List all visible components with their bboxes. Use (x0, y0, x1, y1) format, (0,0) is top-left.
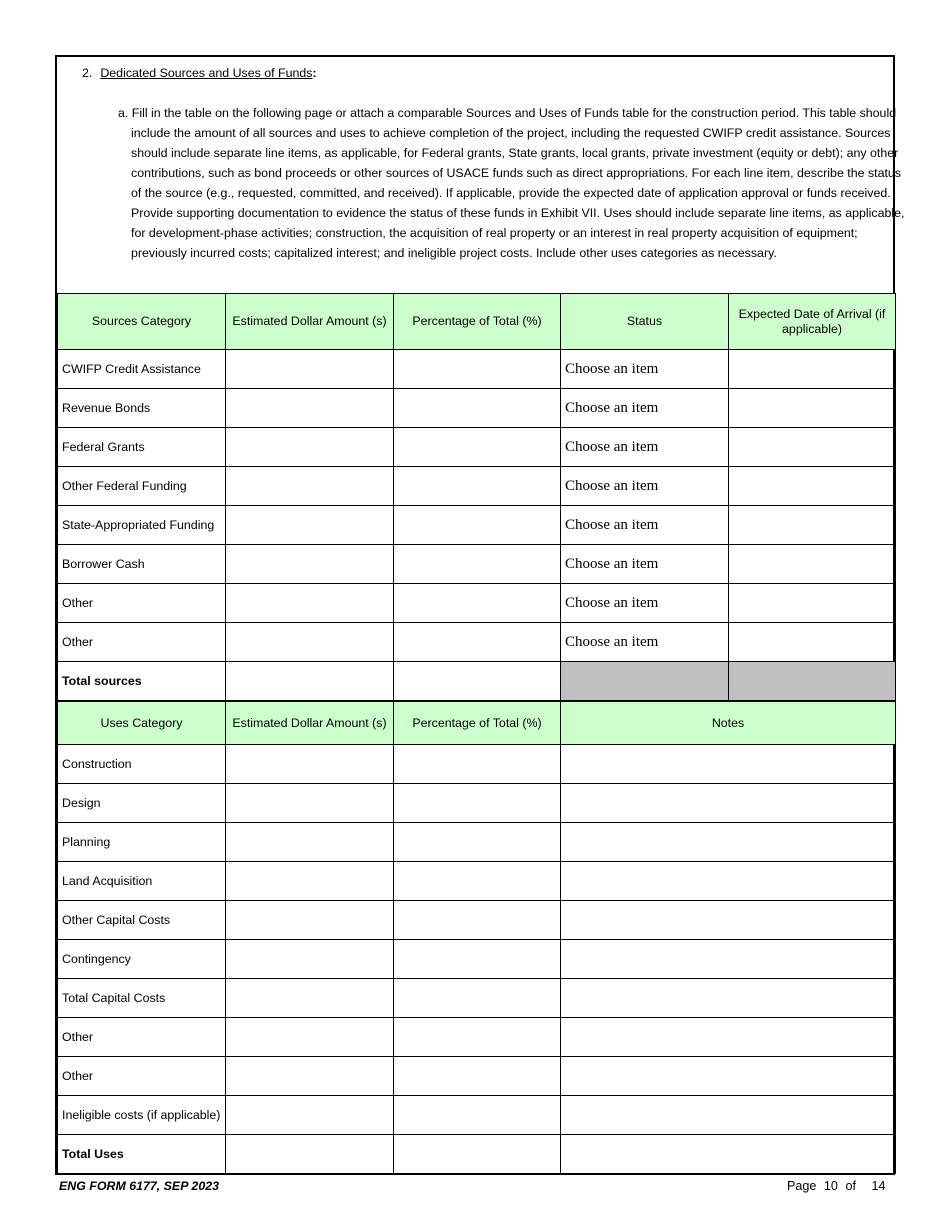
uses-category-cell: Construction (58, 745, 226, 784)
uses-category-cell[interactable]: Other (58, 1057, 226, 1096)
uses-row (58, 823, 896, 862)
amount-input[interactable] (226, 784, 394, 823)
sources-row (58, 389, 896, 428)
notes-input[interactable] (561, 979, 896, 1018)
notes-input[interactable] (561, 1135, 896, 1174)
section-heading: Dedicated Sources and Uses of Funds (100, 66, 313, 80)
page-number: 10 (823, 1179, 838, 1193)
total-percentage-input[interactable] (394, 1135, 561, 1174)
amount-input[interactable] (226, 584, 394, 623)
percentage-input[interactable] (394, 823, 561, 862)
header-estimated-dollar-amount: Estimated Dollar Amount (s) (226, 294, 394, 350)
status-dropdown[interactable]: Choose an item (561, 467, 729, 506)
header-status: Status (561, 294, 729, 350)
status-dropdown[interactable]: Choose an item (561, 389, 729, 428)
form-frame (55, 55, 905, 1175)
percentage-input[interactable] (394, 428, 561, 467)
sources-category-cell: State-Appropriated Funding (58, 506, 226, 545)
sources-row (58, 506, 896, 545)
header-notes: Notes (561, 702, 896, 745)
uses-category-cell: Planning (58, 823, 226, 862)
sources-total-row (58, 662, 896, 701)
total-percentage-input[interactable] (394, 662, 561, 701)
sources-category-cell[interactable]: Other (58, 623, 226, 662)
sources-category-cell: Borrower Cash (58, 545, 226, 584)
notes-input[interactable] (561, 1018, 896, 1057)
uses-category-cell: Other Capital Costs (58, 901, 226, 940)
total-amount-input[interactable] (226, 662, 394, 701)
amount-input[interactable] (226, 623, 394, 662)
amount-input[interactable] (226, 745, 394, 784)
percentage-input[interactable] (394, 862, 561, 901)
header-percentage-of-total: Percentage of Total (%) (394, 702, 561, 745)
amount-input[interactable] (226, 979, 394, 1018)
amount-input[interactable] (226, 1096, 394, 1135)
section-number: 2. (82, 66, 93, 80)
of-label: of (845, 1179, 856, 1193)
amount-input[interactable] (226, 1018, 394, 1057)
amount-input[interactable] (226, 389, 394, 428)
header-percentage-of-total: Percentage of Total (%) (394, 294, 561, 350)
notes-input[interactable] (561, 745, 896, 784)
sources-row (58, 467, 896, 506)
uses-category-cell: Land Acquisition (58, 862, 226, 901)
sources-table (57, 293, 896, 701)
expected-date-input[interactable] (729, 584, 896, 623)
expected-date-input[interactable] (729, 389, 896, 428)
status-dropdown[interactable]: Choose an item (561, 623, 729, 662)
instructions-section (57, 57, 905, 293)
amount-input[interactable] (226, 545, 394, 584)
total-amount-input[interactable] (226, 1135, 394, 1174)
uses-row (58, 1057, 896, 1096)
uses-header-row (58, 702, 896, 745)
amount-input[interactable] (226, 506, 394, 545)
section-title (82, 63, 317, 83)
total-pages: 14 (871, 1179, 886, 1193)
uses-total-row (58, 1135, 896, 1174)
uses-row (58, 1018, 896, 1057)
header-uses-category: Uses Category (58, 702, 226, 745)
amount-input[interactable] (226, 1057, 394, 1096)
sources-category-cell: Other Federal Funding (58, 467, 226, 506)
amount-input[interactable] (226, 823, 394, 862)
uses-category-cell[interactable]: Other (58, 1018, 226, 1057)
sources-row (58, 584, 896, 623)
uses-table (57, 701, 896, 1174)
amount-input[interactable] (226, 862, 394, 901)
percentage-input[interactable] (394, 584, 561, 623)
sources-category-cell[interactable]: Other (58, 584, 226, 623)
section-colon: : (312, 66, 317, 80)
notes-input[interactable] (561, 1057, 896, 1096)
percentage-input[interactable] (394, 979, 561, 1018)
percentage-input[interactable] (394, 1096, 561, 1135)
status-dropdown[interactable]: Choose an item (561, 506, 729, 545)
expected-date-input[interactable] (729, 506, 896, 545)
header-expected-date: Expected Date of Arrival (if applicable) (729, 294, 896, 350)
sources-category-cell: Federal Grants (58, 428, 226, 467)
amount-input[interactable] (226, 467, 394, 506)
uses-category-cell: Total Capital Costs (58, 979, 226, 1018)
status-disabled-cell (561, 662, 729, 701)
date-disabled-cell (729, 662, 896, 701)
status-dropdown[interactable]: Choose an item (561, 545, 729, 584)
uses-row (58, 979, 896, 1018)
amount-input[interactable] (226, 428, 394, 467)
expected-date-input[interactable] (729, 467, 896, 506)
amount-input[interactable] (226, 901, 394, 940)
notes-input[interactable] (561, 784, 896, 823)
uses-row (58, 1096, 896, 1135)
page-indicator (787, 1179, 885, 1193)
status-dropdown[interactable]: Choose an item (561, 428, 729, 467)
status-dropdown[interactable]: Choose an item (561, 584, 729, 623)
notes-input[interactable] (561, 862, 896, 901)
percentage-input[interactable] (394, 350, 561, 389)
expected-date-input[interactable] (729, 350, 896, 389)
percentage-input[interactable] (394, 784, 561, 823)
percentage-input[interactable] (394, 901, 561, 940)
sources-header-row (58, 294, 896, 350)
percentage-input[interactable] (394, 545, 561, 584)
header-estimated-dollar-amount: Estimated Dollar Amount (s) (226, 702, 394, 745)
uses-category-cell: Design (58, 784, 226, 823)
uses-row (58, 862, 896, 901)
amount-input[interactable] (226, 940, 394, 979)
expected-date-input[interactable] (729, 545, 896, 584)
page-label: Page (787, 1179, 817, 1193)
percentage-input[interactable] (394, 1018, 561, 1057)
uses-row (58, 901, 896, 940)
notes-input[interactable] (561, 1096, 896, 1135)
total-sources-label: Total sources (58, 662, 226, 701)
sources-row (58, 350, 896, 389)
notes-input[interactable] (561, 901, 896, 940)
total-uses-label: Total Uses (58, 1135, 226, 1174)
percentage-input[interactable] (394, 467, 561, 506)
uses-row (58, 784, 896, 823)
uses-category-cell: Contingency (58, 940, 226, 979)
notes-input[interactable] (561, 823, 896, 862)
percentage-input[interactable] (394, 940, 561, 979)
sources-category-cell: Revenue Bonds (58, 389, 226, 428)
sources-row (58, 545, 896, 584)
header-sources-category: Sources Category (58, 294, 226, 350)
percentage-input[interactable] (394, 745, 561, 784)
percentage-input[interactable] (394, 506, 561, 545)
instructions-paragraph: a. Fill in the table on the following page or attach a comparable Sources and Uses of Funds table for the construction period. This table should include the amount of all sources and uses to achieve completion of the project, including the requested CWIFP credit assistance. Sources should include separate line items, as applicable, for Federal grants, State grants, local grants, private investment (equity or debt); any other contributions, such as bond proceeds or other sources of USACE funds such as direct appropriations. For each line item, describe the status of the source (e.g., requested, committed, and received). If applicable, provide the expected date of application approval or funds received. Provide supporting documentation to evidence the status of these funds in Exhibit VII. Uses should include separate line items, as applicable, for development-phase activities; construction, the acquisition of real property or an interest in real property acquisition of equipment; previously incurred costs; capitalized interest; and ineligible project costs. Include other uses categories as necessary. (118, 106, 905, 260)
expected-date-input[interactable] (729, 428, 896, 467)
amount-input[interactable] (226, 350, 394, 389)
sources-category-cell: CWIFP Credit Assistance (58, 350, 226, 389)
notes-input[interactable] (561, 940, 896, 979)
percentage-input[interactable] (394, 1057, 561, 1096)
uses-row (58, 940, 896, 979)
percentage-input[interactable] (394, 389, 561, 428)
uses-row (58, 745, 896, 784)
sources-row (58, 428, 896, 467)
sources-row (58, 623, 896, 662)
form-identifier: ENG FORM 6177, SEP 2023 (59, 1179, 220, 1193)
status-dropdown[interactable]: Choose an item (561, 350, 729, 389)
uses-category-cell: Ineligible costs (if applicable) (58, 1096, 226, 1135)
expected-date-input[interactable] (729, 623, 896, 662)
percentage-input[interactable] (394, 623, 561, 662)
